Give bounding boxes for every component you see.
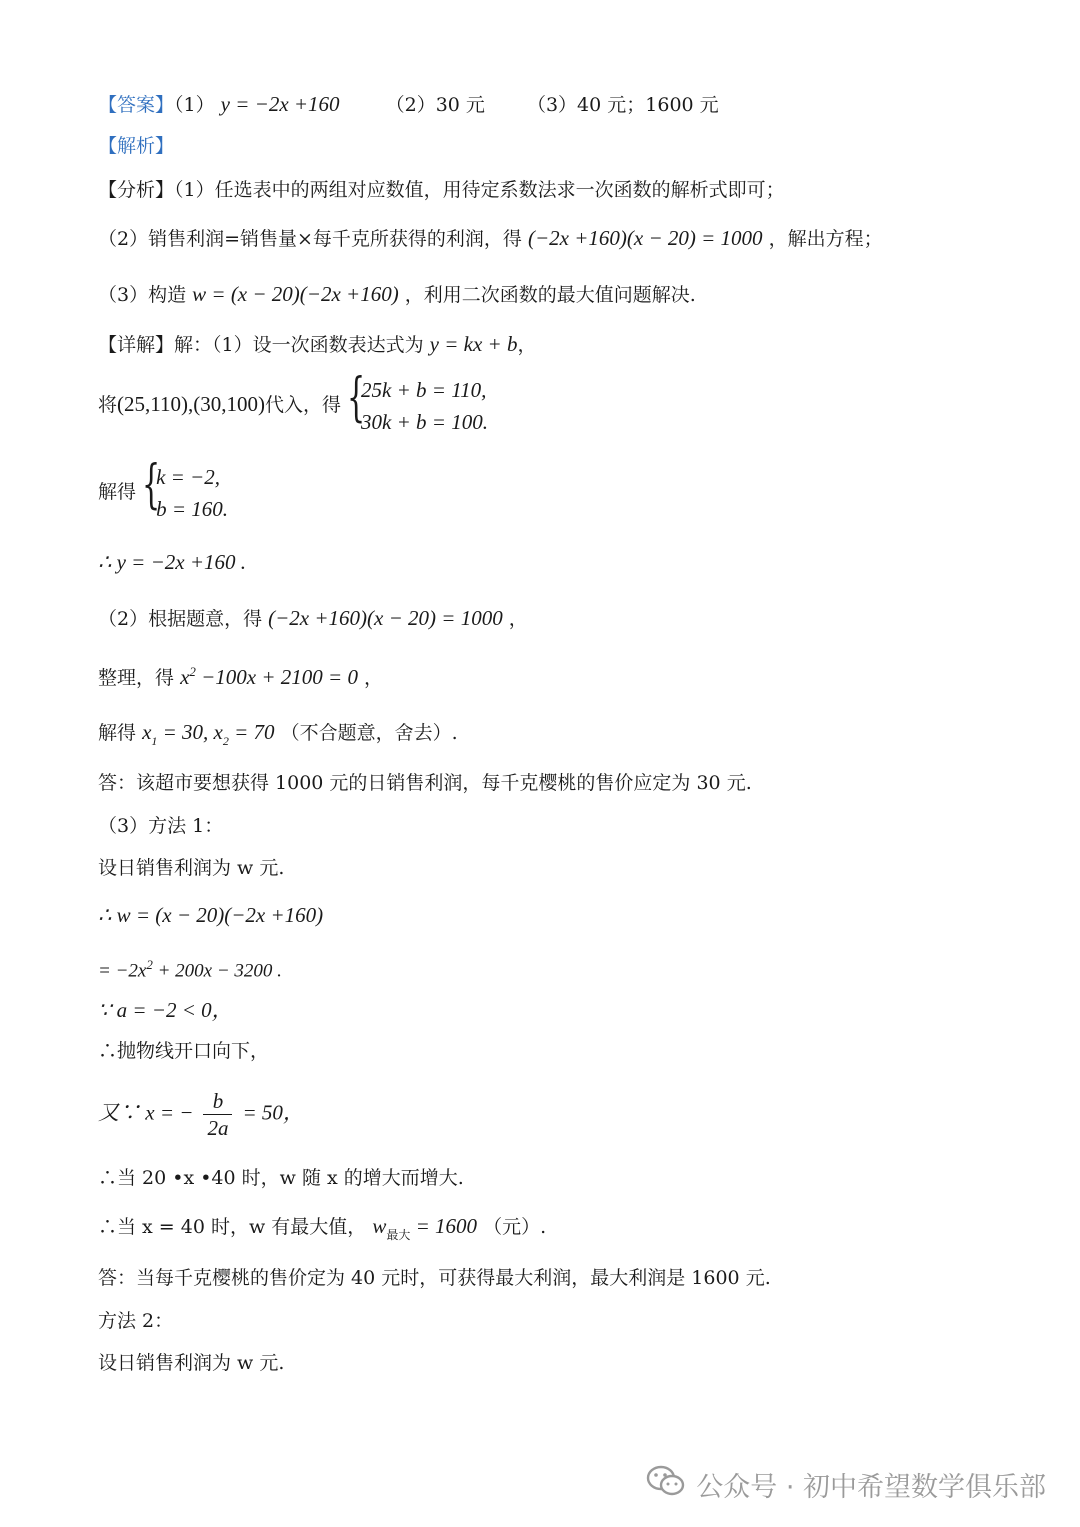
tidy-line (98, 664, 383, 690)
method2: 方法 2： (98, 1310, 174, 1332)
fenxi-text2-pre: （2）销售利润=销售量×每千克所获得的利润，得 (98, 228, 522, 250)
axis-line (98, 1088, 304, 1141)
tidy-post: ， (364, 667, 384, 689)
brace-icon: { (142, 455, 161, 515)
a-negative: ∵ a = −2 < 0， (98, 998, 233, 1022)
fenxi-line1 (98, 179, 785, 202)
part2-expr: (−2x +160)(x − 20) = 1000 (268, 606, 503, 630)
max-post: （元）. (483, 1216, 547, 1238)
analysis-tag: 【解析】 (98, 135, 175, 157)
max-line (98, 1214, 546, 1242)
detail-text1: 解：（1）设一次函数表达式为 (174, 334, 424, 356)
substitute-line (98, 368, 488, 438)
tidy-x: x (180, 665, 190, 689)
w-expanded-sup: 2 (146, 957, 153, 972)
part2-line (98, 606, 528, 631)
brace-icon: { (347, 368, 366, 428)
detail-linear-expr: y = kx + b (429, 332, 518, 356)
w-expanded-a: = −2x (98, 960, 147, 982)
max-expr (372, 1214, 478, 1242)
part3-head: （3）方法 1： (98, 815, 224, 837)
answer-tag: 【答案】 (98, 94, 175, 116)
solve-line (98, 455, 228, 525)
roots-sub1: 1 (151, 734, 158, 748)
roots-pre: 解得 (98, 722, 137, 744)
substitute-mid: 代入，得 (264, 394, 341, 416)
roots-post: （不合题意，舍去）. (280, 722, 458, 744)
w-expanded-b: + 200x − 3200 . (152, 960, 282, 982)
w-expanded (98, 957, 282, 983)
answer3: 答：当每千克樱桃的售价定为 40 元时，可获得最大利润，最大利润是 1600 元. (98, 1267, 771, 1289)
roots-expr (142, 720, 275, 748)
tidy-sup: 2 (189, 664, 196, 679)
axis-fraction (203, 1088, 232, 1141)
equation-system-2 (142, 455, 228, 525)
answer-part2: （2）30 元 (385, 94, 485, 116)
equation-system-1 (347, 368, 488, 438)
tidy-expr (180, 665, 358, 689)
roots-x1: x (142, 720, 152, 744)
wechat-icon (646, 1464, 686, 1505)
watermark (646, 1464, 1046, 1505)
detail-tag: 【详解】 (98, 334, 175, 356)
max-w: w (372, 1214, 387, 1238)
fenxi-line2 (98, 226, 883, 251)
increasing-line: ∴当 20 •x •40 时，w 随 x 的增大而增大. (98, 1167, 464, 1189)
detail-comma: ， (517, 334, 537, 356)
substitute-points: (25,110),(30,100) (117, 392, 265, 416)
answer-part1-expr: y = −2x +160 (220, 92, 340, 116)
set-w2: 设日销售利润为 w 元. (98, 1352, 285, 1374)
fenxi-text3-post: ，利用二次函数的最大值问题解决. (404, 284, 696, 306)
max-value: = 1600 (410, 1214, 478, 1238)
axis-pre: 又∵ x = − (98, 1100, 194, 1125)
fenxi-line3 (98, 282, 696, 307)
answer2: 答：该超市要想获得 1000 元的日销售利润，每千克樱桃的售价应定为 30 元. (98, 772, 752, 794)
detail-line1 (98, 332, 536, 357)
w-expression: ∴ w = (x − 20)(−2x +160) (98, 903, 324, 927)
fraction-numerator: b (203, 1088, 232, 1115)
max-pre: ∴当 x = 40 时，w 有最大值， (98, 1216, 367, 1238)
fenxi-expr3: w = (x − 20)(−2x +160) (192, 282, 399, 306)
answer-part3: （3）40 元；1600 元 (526, 94, 719, 116)
roots-sub2: 2 (222, 734, 229, 748)
system2-row1: k = −2, (156, 465, 220, 489)
roots-end: = 70 (228, 720, 275, 744)
system1-row2: 30k + b = 100. (361, 410, 488, 434)
result1: ∴ y = −2x +160 . (98, 550, 247, 574)
tidy-pre: 整理，得 (98, 667, 175, 689)
solve-pre: 解得 (98, 481, 137, 503)
fenxi-expr2: (−2x +160)(x − 20) = 1000 (527, 226, 763, 250)
answer-part1-label: （1） (174, 94, 215, 116)
tidy-rest: −100x + 2100 = 0 (195, 665, 358, 689)
answer-line (98, 92, 719, 117)
fenxi-text2-post: ，解出方程； (768, 228, 883, 250)
fraction-denominator: 2a (207, 1116, 229, 1140)
part2-pre: （2）根据题意，得 (98, 608, 263, 630)
roots-line (98, 720, 458, 748)
part2-post: ， (508, 608, 528, 630)
max-sub: 最大 (386, 1228, 411, 1242)
set-w: 设日销售利润为 w 元. (98, 857, 285, 879)
roots-mid: = 30, x (157, 720, 223, 744)
fenxi-tag: 【分析】 (98, 179, 175, 201)
fenxi-text1: （1）任选表中的两组对应数值，用待定系数法求一次函数的解析式即可； (174, 179, 785, 201)
fenxi-text3-pre: （3）构造 (98, 284, 187, 306)
open-down: ∴抛物线开口向下， (98, 1040, 270, 1062)
axis-post: = 50， (242, 1100, 304, 1125)
system1-row1: 25k + b = 110, (361, 378, 487, 402)
system2-row2: b = 160. (156, 497, 228, 521)
substitute-pre: 将 (98, 394, 118, 416)
watermark-text: 公众号 · 初中希望数学俱乐部 (696, 1472, 1046, 1503)
